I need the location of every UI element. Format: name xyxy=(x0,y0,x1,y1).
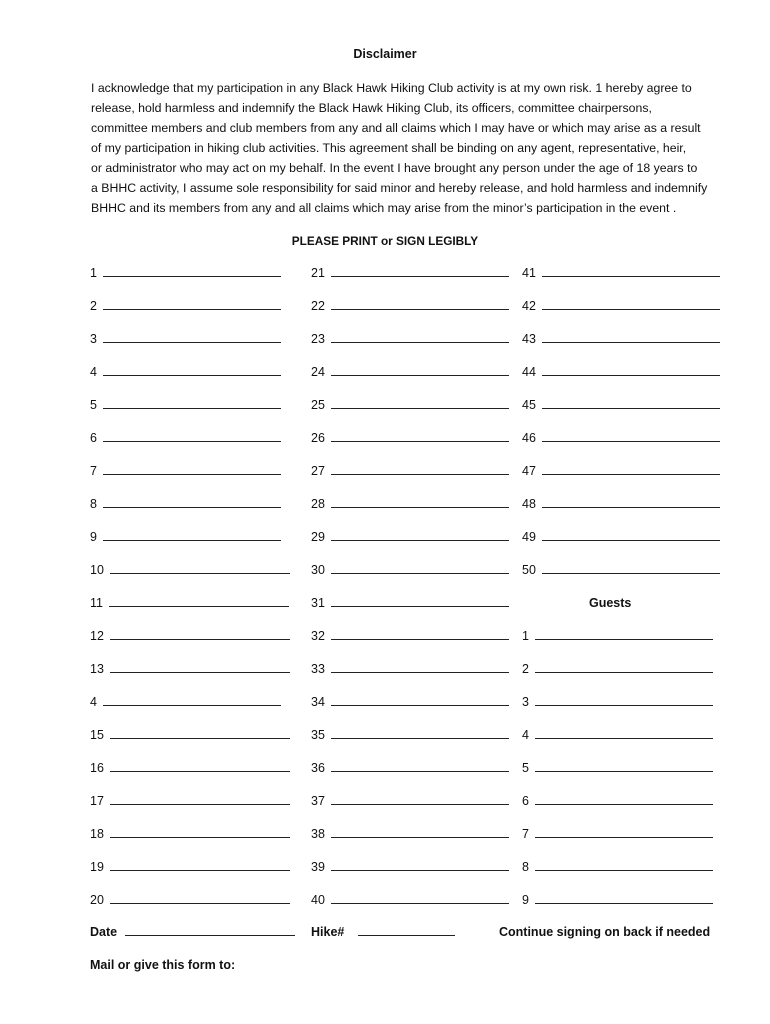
line-number: 45 xyxy=(522,398,536,412)
signature-line[interactable] xyxy=(522,398,720,412)
signature-blank[interactable] xyxy=(109,596,289,607)
signature-blank[interactable] xyxy=(331,662,509,673)
line-number: 2 xyxy=(90,299,97,313)
signature-line[interactable] xyxy=(522,299,720,313)
signature-blank[interactable] xyxy=(542,563,720,574)
signature-blank[interactable] xyxy=(542,464,720,475)
signature-blank[interactable] xyxy=(103,530,281,541)
line-number: 24 xyxy=(311,365,325,379)
line-number: 41 xyxy=(522,266,536,280)
signature-line[interactable] xyxy=(90,365,281,379)
signature-blank[interactable] xyxy=(535,695,713,706)
line-number: 6 xyxy=(522,794,529,808)
signature-blank[interactable] xyxy=(331,827,509,838)
signature-line[interactable] xyxy=(522,860,713,874)
signature-blank[interactable] xyxy=(103,695,281,706)
disclaimer-line: a BHHC activity, I assume sole responsibility for said minor and hereby release, and hold harmless and indemnify xyxy=(91,181,708,195)
line-number: 35 xyxy=(311,728,325,742)
line-number: 10 xyxy=(90,563,104,577)
signature-line[interactable] xyxy=(522,332,720,346)
date-label: Date xyxy=(90,925,118,939)
signature-line[interactable] xyxy=(522,827,713,841)
continue-note: Continue signing on back if needed xyxy=(499,925,711,939)
hike-blank[interactable] xyxy=(358,925,455,936)
line-number: 21 xyxy=(311,266,325,280)
guests-heading: Guests xyxy=(589,596,632,610)
line-number: 16 xyxy=(90,761,104,775)
line-number: 7 xyxy=(90,464,97,478)
signature-blank[interactable] xyxy=(331,728,509,739)
signature-line[interactable] xyxy=(522,365,720,379)
line-number: 18 xyxy=(90,827,104,841)
signature-blank[interactable] xyxy=(331,497,509,508)
signature-blank[interactable] xyxy=(110,860,290,871)
signature-blank[interactable] xyxy=(542,299,720,310)
signature-line[interactable] xyxy=(90,596,289,610)
line-number: 9 xyxy=(90,530,97,544)
signature-line[interactable] xyxy=(522,893,713,907)
line-number: 33 xyxy=(311,662,325,676)
signature-blank[interactable] xyxy=(103,266,281,277)
line-number: 43 xyxy=(522,332,536,346)
signature-line[interactable] xyxy=(311,695,509,709)
signature-blank[interactable] xyxy=(103,431,281,442)
signature-blank[interactable] xyxy=(542,266,720,277)
signature-blank[interactable] xyxy=(331,332,509,343)
signature-blank[interactable] xyxy=(331,860,509,871)
hike-field[interactable] xyxy=(311,925,455,939)
disclaimer-text xyxy=(91,78,731,218)
signature-blank[interactable] xyxy=(331,893,509,904)
signature-blank[interactable] xyxy=(103,497,281,508)
signature-blank[interactable] xyxy=(103,464,281,475)
signature-line[interactable] xyxy=(522,497,720,511)
signature-line[interactable] xyxy=(311,629,509,643)
signature-blank[interactable] xyxy=(535,761,713,772)
signature-blank[interactable] xyxy=(535,728,713,739)
signature-blank[interactable] xyxy=(103,299,281,310)
signature-line[interactable] xyxy=(311,563,509,577)
print-heading: PLEASE PRINT or SIGN LEGIBLY xyxy=(291,234,479,248)
line-number: 3 xyxy=(90,332,97,346)
line-number: 40 xyxy=(311,893,325,907)
line-number: 19 xyxy=(90,860,104,874)
signature-blank[interactable] xyxy=(331,431,509,442)
signature-blank[interactable] xyxy=(103,365,281,376)
signature-blank[interactable] xyxy=(535,629,713,640)
signature-blank[interactable] xyxy=(110,662,290,673)
signature-line[interactable] xyxy=(90,530,281,544)
disclaimer-line: I acknowledge that my participation in any Black Hawk Hiking Club activity is at my own risk. 1 hereby agree to xyxy=(91,81,692,95)
line-number: 42 xyxy=(522,299,536,313)
signature-blank[interactable] xyxy=(331,629,509,640)
line-number: 47 xyxy=(522,464,536,478)
line-number: 31 xyxy=(311,596,325,610)
line-number: 20 xyxy=(90,893,104,907)
line-number: 15 xyxy=(90,728,104,742)
signature-blank[interactable] xyxy=(535,860,713,871)
signature-line[interactable] xyxy=(90,398,281,412)
signature-blank[interactable] xyxy=(110,794,290,805)
signature-line[interactable] xyxy=(522,728,713,742)
signature-line[interactable] xyxy=(90,794,290,808)
signature-line[interactable] xyxy=(311,662,509,676)
signature-blank[interactable] xyxy=(331,464,509,475)
line-number: 3 xyxy=(522,695,529,709)
line-number: 17 xyxy=(90,794,104,808)
mail-label: Mail or give this form to: xyxy=(90,958,236,972)
signature-line[interactable] xyxy=(311,266,509,280)
signature-line[interactable] xyxy=(311,596,509,610)
line-number: 7 xyxy=(522,827,529,841)
signature-line[interactable] xyxy=(522,761,713,775)
signature-line[interactable] xyxy=(90,695,281,709)
signature-line[interactable] xyxy=(311,530,509,544)
line-number: 2 xyxy=(522,662,529,676)
signature-blank[interactable] xyxy=(110,827,290,838)
signature-line[interactable] xyxy=(311,431,509,445)
line-number: 4 xyxy=(90,365,97,379)
signature-blank[interactable] xyxy=(331,596,509,607)
line-number: 22 xyxy=(311,299,325,313)
signature-line[interactable] xyxy=(311,827,509,841)
line-number: 44 xyxy=(522,365,536,379)
line-number: 28 xyxy=(311,497,325,511)
signature-blank[interactable] xyxy=(110,563,290,574)
line-number: 34 xyxy=(311,695,325,709)
disclaimer-line: BHHC and its members from any and all claims which may arise from the minor’s participation in the event . xyxy=(91,201,677,215)
line-number: 29 xyxy=(311,530,325,544)
line-number: 48 xyxy=(522,497,536,511)
line-number: 4 xyxy=(522,728,529,742)
signature-line[interactable] xyxy=(90,728,290,742)
signature-line[interactable] xyxy=(90,860,290,874)
signature-line[interactable] xyxy=(90,893,290,907)
signature-line[interactable] xyxy=(522,695,713,709)
line-number: 50 xyxy=(522,563,536,577)
line-number: 1 xyxy=(522,629,529,643)
signature-blank[interactable] xyxy=(331,299,509,310)
signature-line[interactable] xyxy=(90,629,290,643)
signature-blank[interactable] xyxy=(331,398,509,409)
signature-blank[interactable] xyxy=(331,530,509,541)
line-number: 11 xyxy=(90,596,103,610)
disclaimer-line: release, hold harmless and indemnify the Black Hawk Hiking Club, its officers, committee chairpersons, xyxy=(91,101,652,115)
line-number: 25 xyxy=(311,398,325,412)
signature-line[interactable] xyxy=(311,893,509,907)
disclaimer-line: committee members and club members from any and all claims which I may have or which may arise as a result xyxy=(91,121,701,135)
line-number: 37 xyxy=(311,794,325,808)
line-number: 1 xyxy=(90,266,97,280)
form-title: Disclaimer xyxy=(353,47,417,61)
signature-blank[interactable] xyxy=(103,398,281,409)
signature-blank[interactable] xyxy=(535,893,713,904)
signature-line[interactable] xyxy=(90,563,290,577)
signature-blank[interactable] xyxy=(542,398,720,409)
date-blank[interactable] xyxy=(125,925,295,936)
line-number: 23 xyxy=(311,332,325,346)
line-number: 8 xyxy=(90,497,97,511)
signature-blank[interactable] xyxy=(542,332,720,343)
disclaimer-line: or administrator who may act on my behalf. In the event I have brought any person under the age of 18 years to xyxy=(91,161,698,175)
signature-line[interactable] xyxy=(311,728,509,742)
line-number: 38 xyxy=(311,827,325,841)
line-number: 9 xyxy=(522,893,529,907)
signature-line[interactable] xyxy=(522,794,713,808)
signature-line[interactable] xyxy=(522,629,713,643)
line-number: 5 xyxy=(90,398,97,412)
signature-blank[interactable] xyxy=(110,761,290,772)
line-number: 4 xyxy=(90,695,97,709)
signature-blank[interactable] xyxy=(535,662,713,673)
line-number: 6 xyxy=(90,431,97,445)
signature-line[interactable] xyxy=(311,398,509,412)
signature-blank[interactable] xyxy=(103,332,281,343)
signature-blank[interactable] xyxy=(535,827,713,838)
signature-blank[interactable] xyxy=(110,629,290,640)
disclaimer-line: of my participation in hiking club activities. This agreement shall be binding on any agent, representative, heir, xyxy=(91,141,687,155)
signature-line[interactable] xyxy=(90,464,281,478)
line-number: 36 xyxy=(311,761,325,775)
signature-line[interactable] xyxy=(522,662,713,676)
signature-blank[interactable] xyxy=(110,893,290,904)
signature-line[interactable] xyxy=(311,794,509,808)
line-number: 32 xyxy=(311,629,325,643)
line-number: 49 xyxy=(522,530,536,544)
signature-line[interactable] xyxy=(90,431,281,445)
signature-line[interactable] xyxy=(311,860,509,874)
line-number: 26 xyxy=(311,431,325,445)
signature-line[interactable] xyxy=(90,662,290,676)
line-number: 5 xyxy=(522,761,529,775)
line-number: 30 xyxy=(311,563,325,577)
signature-line[interactable] xyxy=(311,332,509,346)
signature-blank[interactable] xyxy=(542,497,720,508)
signature-blank[interactable] xyxy=(331,761,509,772)
signature-line[interactable] xyxy=(311,761,509,775)
signature-line[interactable] xyxy=(311,299,509,313)
signature-line[interactable] xyxy=(311,497,509,511)
signature-blank[interactable] xyxy=(331,266,509,277)
date-field[interactable] xyxy=(90,925,295,939)
line-number: 27 xyxy=(311,464,325,478)
signature-blank[interactable] xyxy=(110,728,290,739)
signature-blank[interactable] xyxy=(535,794,713,805)
signature-line[interactable] xyxy=(90,497,281,511)
signature-line[interactable] xyxy=(90,299,281,313)
signature-blank[interactable] xyxy=(542,365,720,376)
signature-line[interactable] xyxy=(90,332,281,346)
signature-blank[interactable] xyxy=(542,530,720,541)
signature-line[interactable] xyxy=(522,530,720,544)
signature-line[interactable] xyxy=(522,563,720,577)
signature-line[interactable] xyxy=(522,431,720,445)
signature-line[interactable] xyxy=(522,464,720,478)
line-number: 8 xyxy=(522,860,529,874)
signature-line[interactable] xyxy=(311,464,509,478)
hike-label: Hike# xyxy=(311,925,345,939)
signature-line[interactable] xyxy=(90,827,290,841)
signature-line[interactable] xyxy=(90,266,281,280)
signature-blank[interactable] xyxy=(331,695,509,706)
line-number: 39 xyxy=(311,860,325,874)
line-number: 13 xyxy=(90,662,104,676)
signature-line[interactable] xyxy=(90,761,290,775)
line-number: 12 xyxy=(90,629,104,643)
signature-blank[interactable] xyxy=(331,794,509,805)
signature-blank[interactable] xyxy=(331,365,509,376)
signature-line[interactable] xyxy=(522,266,720,280)
signature-line[interactable] xyxy=(311,365,509,379)
signature-blank[interactable] xyxy=(331,563,509,574)
signature-blank[interactable] xyxy=(542,431,720,442)
line-number: 46 xyxy=(522,431,536,445)
